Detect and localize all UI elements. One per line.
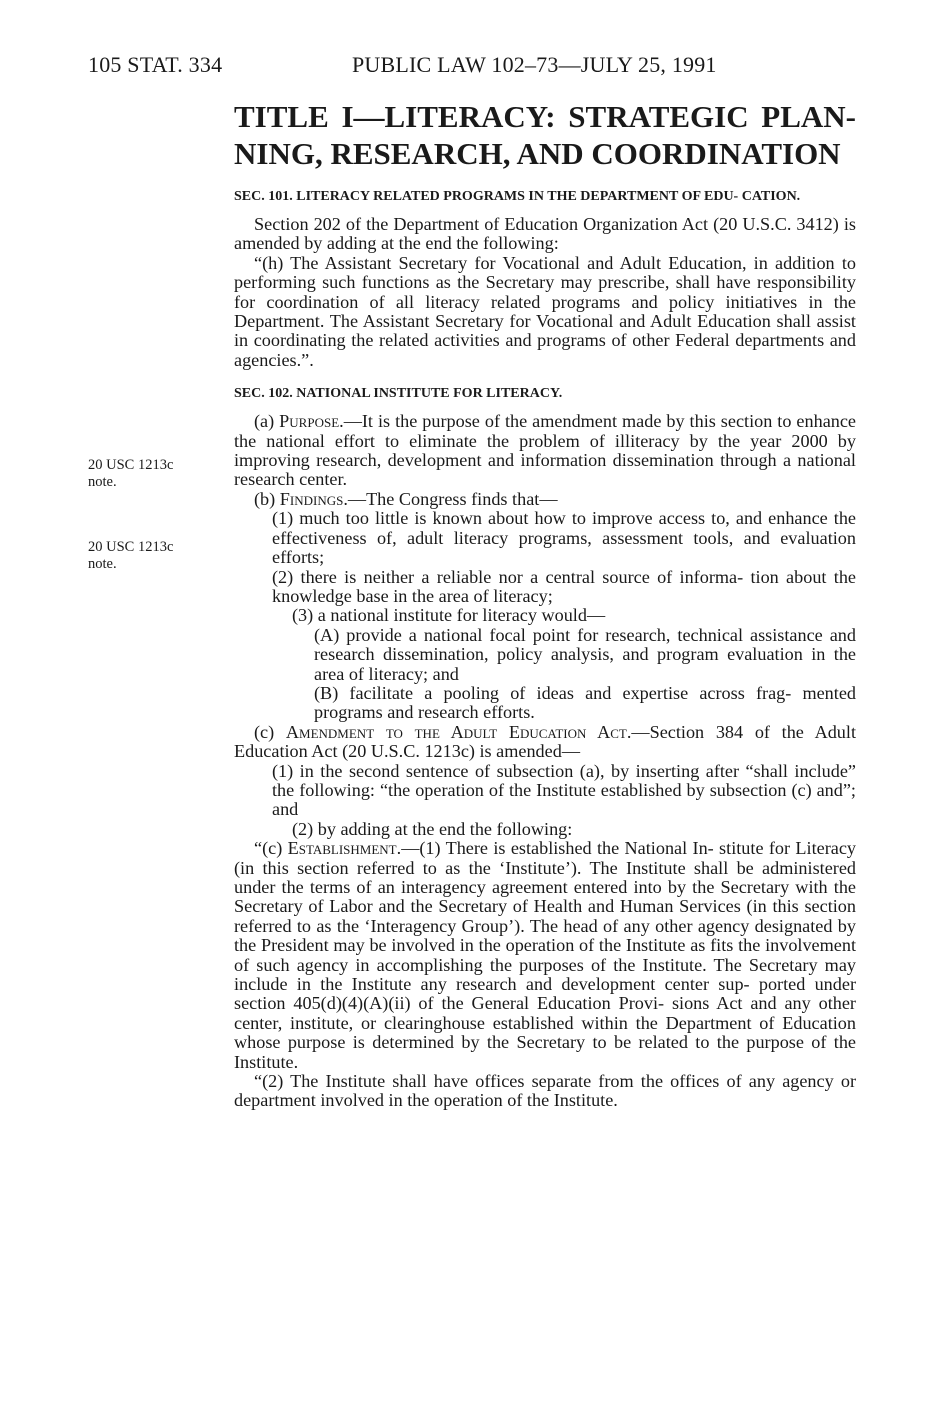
finding-3-b: (B) facilitate a pooling of ideas and expertise across frag- mented programs and research efforts.: [314, 682, 856, 723]
subsection-caption: Findings.: [279, 488, 348, 509]
margin-note-citation: 20 USC 1213c: [88, 457, 174, 473]
stat-citation: 105 STAT. 334: [88, 52, 223, 77]
finding-3-a: (A) provide a national focal point for research, technical assistance and research dissemination, policy analysis, and program evaluation in the area of literacy; and: [314, 624, 856, 684]
section-102-heading: SEC. 102. NATIONAL INSTITUTE FOR LITERACY.: [234, 386, 563, 402]
finding-3: (3) a national institute for literacy would—: [292, 605, 606, 626]
amendment-clause-2: (2) by adding at the end the following:: [292, 818, 573, 839]
subsection-label: “(c): [254, 838, 288, 859]
subsection-caption: Amendment to the Adult Education Act.: [285, 721, 632, 742]
subsection-label: (a): [254, 411, 280, 432]
title-heading: TITLE I—LITERACY: STRATEGIC PLAN- NING, RESEARCH, AND COORDINATION: [234, 99, 856, 171]
margin-note-suffix: note.: [88, 556, 117, 572]
margin-note: [88, 539, 173, 573]
section-101-heading: SEC. 101. LITERACY RELATED PROGRAMS IN THE DEPARTMENT OF EDU- CATION.: [234, 189, 801, 204]
subsection-text: —Section 384 of the Adult Education Act (20 U.S.C. 1213c) is amended—: [234, 721, 856, 762]
subsection-b-findings: [234, 490, 856, 509]
establishment-paragraph: [234, 839, 856, 1072]
subsection-c-amendment: [234, 723, 856, 762]
finding-1: (1) much too little is known about how to improve access to, and enhance the effectiveness of, adult literacy programs, assessment tools, and evaluation efforts;: [272, 508, 856, 568]
amendment-clause-1: (1) in the second sentence of subsection (a), by inserting after “shall include” the following: “the operation of the Institute established by subsection (c) and”; and: [272, 760, 856, 820]
section-101-paragraph: Section 202 of the Department of Education Organization Act (20 U.S.C. 3412) is amended by adding at the end the following:: [234, 214, 856, 254]
subsection-text: —It is the purpose of the amendment made by this section to enhance the national effort to eliminate the problem of illiteracy by the year 2000 by improving research, development and information dissemination through a national research center.: [234, 411, 857, 490]
finding-2: (2) there is neither a reliable nor a central source of informa- tion about the knowledge base in the area of literacy;: [272, 566, 856, 606]
margin-note-citation: 20 USC 1213c: [88, 539, 174, 555]
subsection-caption: Purpose.: [279, 411, 344, 432]
subsection-label: (c): [254, 721, 286, 742]
establishment-paragraph-2: “(2) The Institute shall have offices separate from the offices of any agency or department involved in the operation of the Institute.: [234, 1071, 856, 1111]
subsection-text: —The Congress finds that—: [347, 488, 558, 509]
subsection-a-purpose: [234, 412, 856, 490]
public-law-citation: PUBLIC LAW 102–73—JULY 25, 1991: [352, 52, 717, 77]
subsection-caption: Establishment.: [287, 838, 402, 859]
margin-note-suffix: note.: [88, 474, 117, 490]
subsection-label: (b): [254, 488, 280, 509]
section-101-quoted-amendment: “(h) The Assistant Secretary for Vocational and Adult Education, in addition to performing such functions as the Secretary may prescribe, shall have responsibility for coordination of all literacy related programs and policy initiatives in the Department. The Assistant Secretary for Vocational and Adult Education shall assist in coordinating the related activities and programs of other Federal departments and agencies.”.: [234, 252, 856, 370]
margin-note: [88, 457, 173, 491]
subsection-text: —(1) There is established the National In- stitute for Literacy (in this section referred to as the ‘Institute’). The Institute shall be administered under the terms of an interagency agreement entered into by the Secretary with the Secretary of Labor and the Secretary of Health and Human Services (in this section referred to as the ‘Interagency Group’). The head of any other agency designated by the President may be involved in the operation of the Institute as fits the involvement of such agency in accomplishing the purposes of the Institute. The Secretary may include in the Institute any research and development center sup- ported under section 405(d)(4)(A)(ii) of the General Education Provi- sions Act and any other center, institute, or clearinghouse established within the Department of Education whose purpose is determined by the Secretary to be related to the purpose of the Institute.: [234, 838, 856, 1072]
document-body: [234, 187, 856, 1111]
